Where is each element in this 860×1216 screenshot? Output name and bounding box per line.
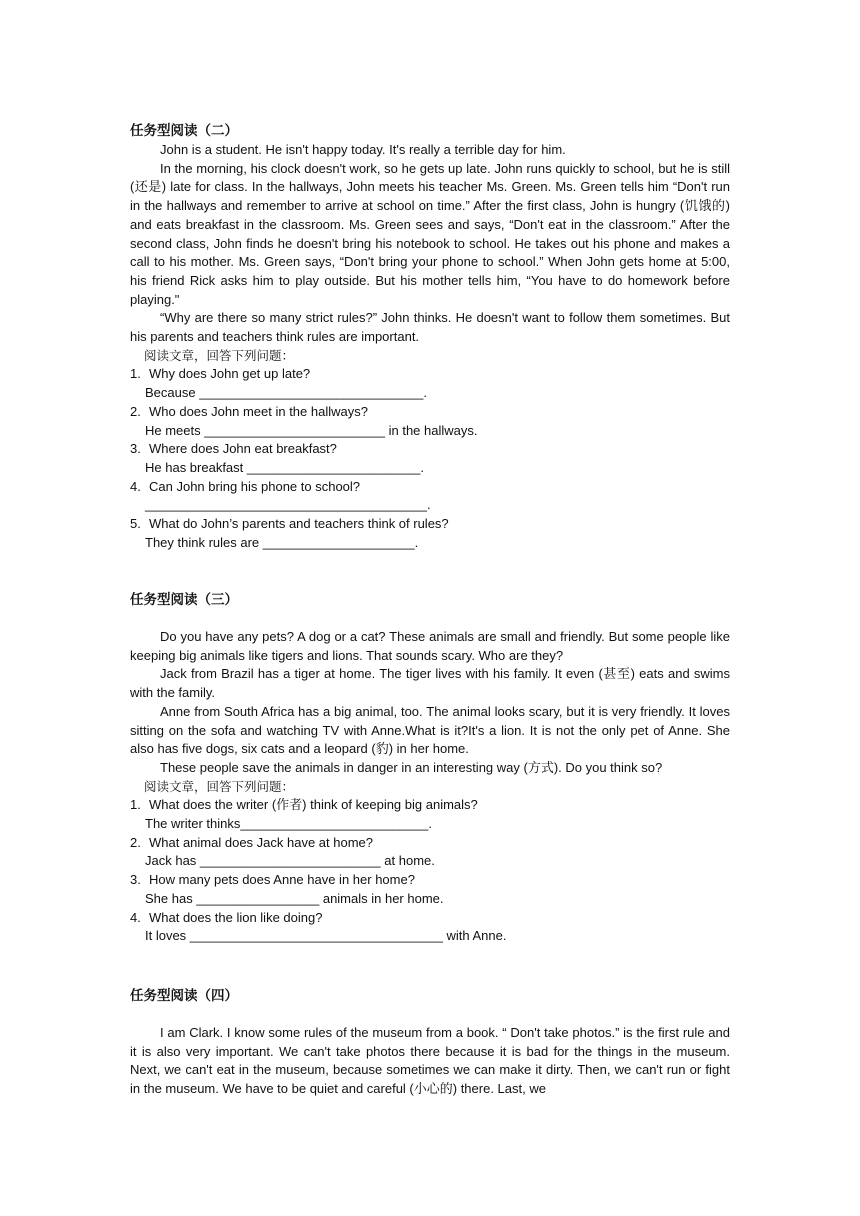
question-text: Why does John get up late? [149,366,311,382]
paragraph: I am Clark. I know some rules of the museum from a book. “ Don't take photos.” is the first rule and it is also very important. We can't take photos there because it is bad for the things in the museum. Next, we can't eat in the museum, because sometimes we can make it dirty. Then, we can't run or fight in the museum. We have to be quiet and careful (小心的) there. Last, we [130,1025,730,1097]
paragraph: These people save the animals in danger in an interesting way (方式). Do you think so? [160,759,663,775]
question-number: 3. [130,872,141,888]
question-number: 5. [130,516,141,532]
instruction: 阅读文章，回答下列问题： [144,778,295,794]
question-text: Where does John eat breakfast? [149,441,337,457]
instruction: 阅读文章，回答下列问题： [144,347,295,363]
paragraph: John is a student. He isn't happy today. It's really a terrible day for him. [160,142,566,157]
answer-line: It loves ___________________________________ with Anne. [145,928,507,944]
question [130,440,730,459]
question [130,871,730,890]
question-number: 4. [130,909,141,925]
question-number: 2. [130,403,141,419]
question-text: What do John’s parents and teachers think of rules? [149,516,449,532]
section-heading: 任务型阅读（二） [130,123,238,139]
section-heading: 任务型阅读（三） [130,592,238,608]
question [130,909,730,928]
paragraph: “Why are there so many strict rules?” John thinks. He doesn't want to follow them sometimes. But his parents and teachers think rules are important. [130,310,730,345]
question-number: 1. [130,797,141,813]
question-text: What animal does Jack have at home? [149,834,374,850]
section-heading: 任务型阅读（四） [130,988,238,1004]
paragraph: Anne from South Africa has a big animal, too. The animal looks scary, but it is very friendly. It loves sitting on the sofa and watching TV with Anne.What is it?It's a lion. It is not the only pet of Anne. She also has five dogs, six cats and a leopard (豹) in her home. [130,703,730,757]
question-number: 3. [130,441,141,457]
paragraph: Do you have any pets? A dog or a cat? These animals are small and friendly. But some people like keeping big animals like tigers and lions. That sounds scary. Who are they? [130,629,730,663]
spacer [130,1006,730,1024]
question [130,365,730,384]
question-text: What does the writer (作者) think of keeping big animals? [149,797,478,813]
answer-line: Because _______________________________. [145,385,427,401]
question [130,478,730,497]
answer-line: _______________________________________. [145,497,431,513]
question-text: What does the lion like doing? [149,909,323,925]
answer-line: He has breakfast ________________________. [145,459,425,475]
question [130,403,730,422]
question [130,834,730,853]
question-text: How many pets does Anne have in her home? [149,872,415,888]
question-text: Who does John meet in the hallways? [149,403,368,419]
section-4 [130,987,730,1099]
question [130,796,730,815]
question-number: 2. [130,834,141,850]
answer-line: He meets _________________________ in the hallways. [145,422,478,438]
answer-line: Jack has _________________________ at home. [145,853,435,869]
paragraph: In the morning, his clock doesn't work, so he gets up late. John runs quickly to school, but he is still (还是) late for class. In the hallways, John meets his teacher Ms. Green. Ms. Green tells him “Don't run in the hallways and remember to arrive at school on time.” After the first class, John is hungry (饥饿的) and eats breakfast in the classroom. Ms. Green sees and says, “Don't eat in the classroom.” After the second class, John finds he doesn't bring his notebook to school. He takes out his phone and makes a call to his mother. Ms. Green says, “Don't bring your phone to school.” When John gets home at 5:00, his friend Rick asks him to play outside. But his mother tells him, “You have to do homework before playing." [130,160,730,307]
answer-line: The writer thinks__________________________. [145,816,432,832]
spacer [130,610,730,628]
answer-line: She has _________________ animals in her home. [145,890,444,906]
question [130,515,730,534]
question-number: 4. [130,478,141,494]
paragraph: Jack from Brazil has a tiger at home. The tiger lives with his family. It even (甚至) eats and swims with the family. [130,666,730,701]
section-2 [130,122,730,552]
question-text: Can John bring his phone to school? [149,478,361,494]
answer-line: They think rules are _____________________. [145,534,419,550]
question-number: 1. [130,366,141,382]
section-3 [130,591,730,946]
